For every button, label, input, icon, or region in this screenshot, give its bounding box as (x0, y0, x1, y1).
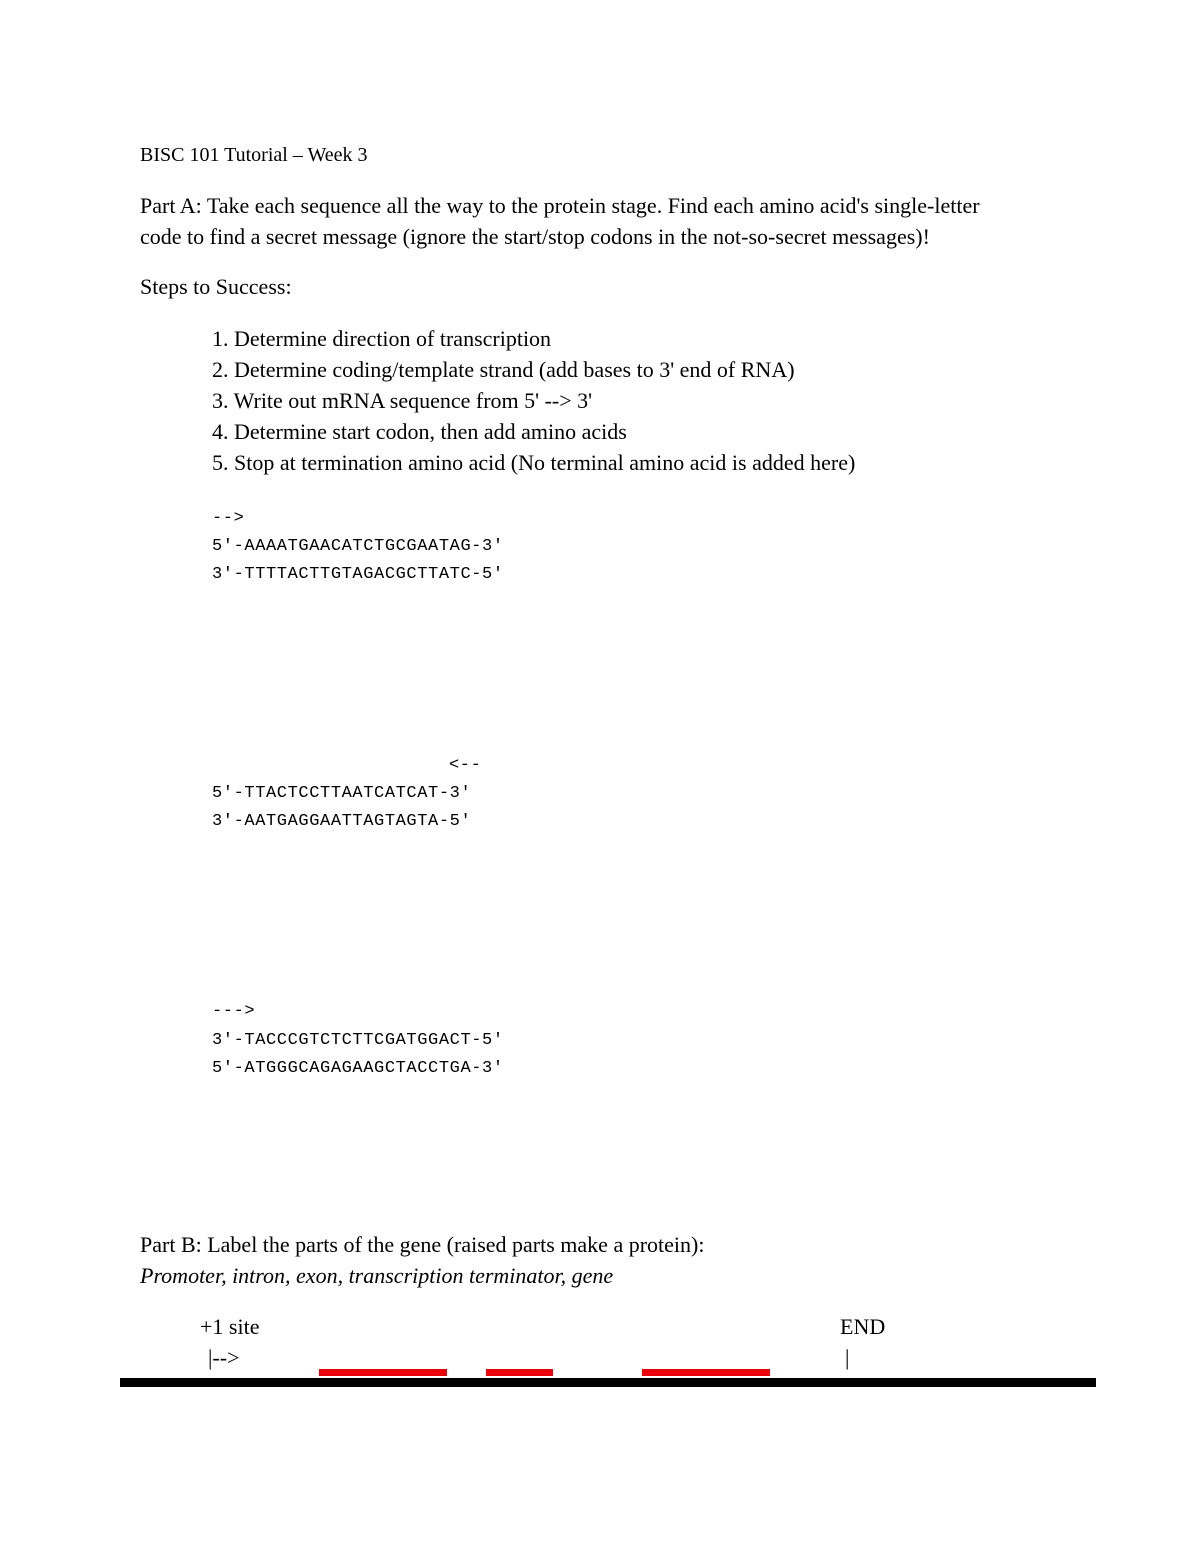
dna-top-strand: 3'-TACCCGTCTCTTCGATGGACT-5' (212, 1031, 504, 1050)
part-a-line-1: Part A: Take each sequence all the way to the protein stage. Find each amino acid's single-letter (140, 193, 980, 218)
plus-one-site-label: +1 site (200, 1314, 260, 1339)
step-item: 1. Determine direction of transcription (212, 326, 552, 351)
part-b-instructions: Part B: Label the parts of the gene (raised parts make a protein): (140, 1232, 705, 1257)
dna-bottom-strand: 3'-TTTTACTTGTAGACGCTTATC-5' (212, 565, 504, 584)
transcription-start-marker: |--> (208, 1345, 240, 1370)
exon-segment (642, 1369, 770, 1376)
exon-segment (319, 1369, 447, 1376)
transcription-direction-arrow: --> (212, 509, 245, 528)
document-title: BISC 101 Tutorial – Week 3 (140, 144, 368, 166)
exon-segment (486, 1369, 553, 1376)
step-item: 4. Determine start codon, then add amino acids (212, 419, 627, 444)
dna-top-strand: 5'-TTACTCCTTAATCATCAT-3' (212, 784, 472, 803)
transcription-direction-arrow: <-- (449, 756, 482, 775)
transcription-direction-arrow: ---> (212, 1002, 256, 1021)
dna-top-strand: 5'-AAAATGAACATCTGCGAATAG-3' (212, 537, 504, 556)
steps-heading: Steps to Success: (140, 274, 292, 299)
part-b-terms: Promoter, intron, exon, transcription terminator, gene (140, 1263, 614, 1288)
part-a-line-2: code to find a secret message (ignore the start/stop codons in the not-so-secret messages)! (140, 224, 930, 249)
dna-baseline (120, 1378, 1096, 1387)
step-item: 3. Write out mRNA sequence from 5' --> 3' (212, 388, 593, 413)
end-marker: | (845, 1345, 850, 1370)
dna-bottom-strand: 3'-AATGAGGAATTAGTAGTA-5' (212, 812, 472, 831)
dna-bottom-strand: 5'-ATGGGCAGAGAAGCTACCTGA-3' (212, 1059, 504, 1078)
step-item: 5. Stop at termination amino acid (No terminal amino acid is added here) (212, 450, 856, 475)
end-label: END (840, 1314, 886, 1339)
step-item: 2. Determine coding/template strand (add bases to 3' end of RNA) (212, 357, 795, 382)
